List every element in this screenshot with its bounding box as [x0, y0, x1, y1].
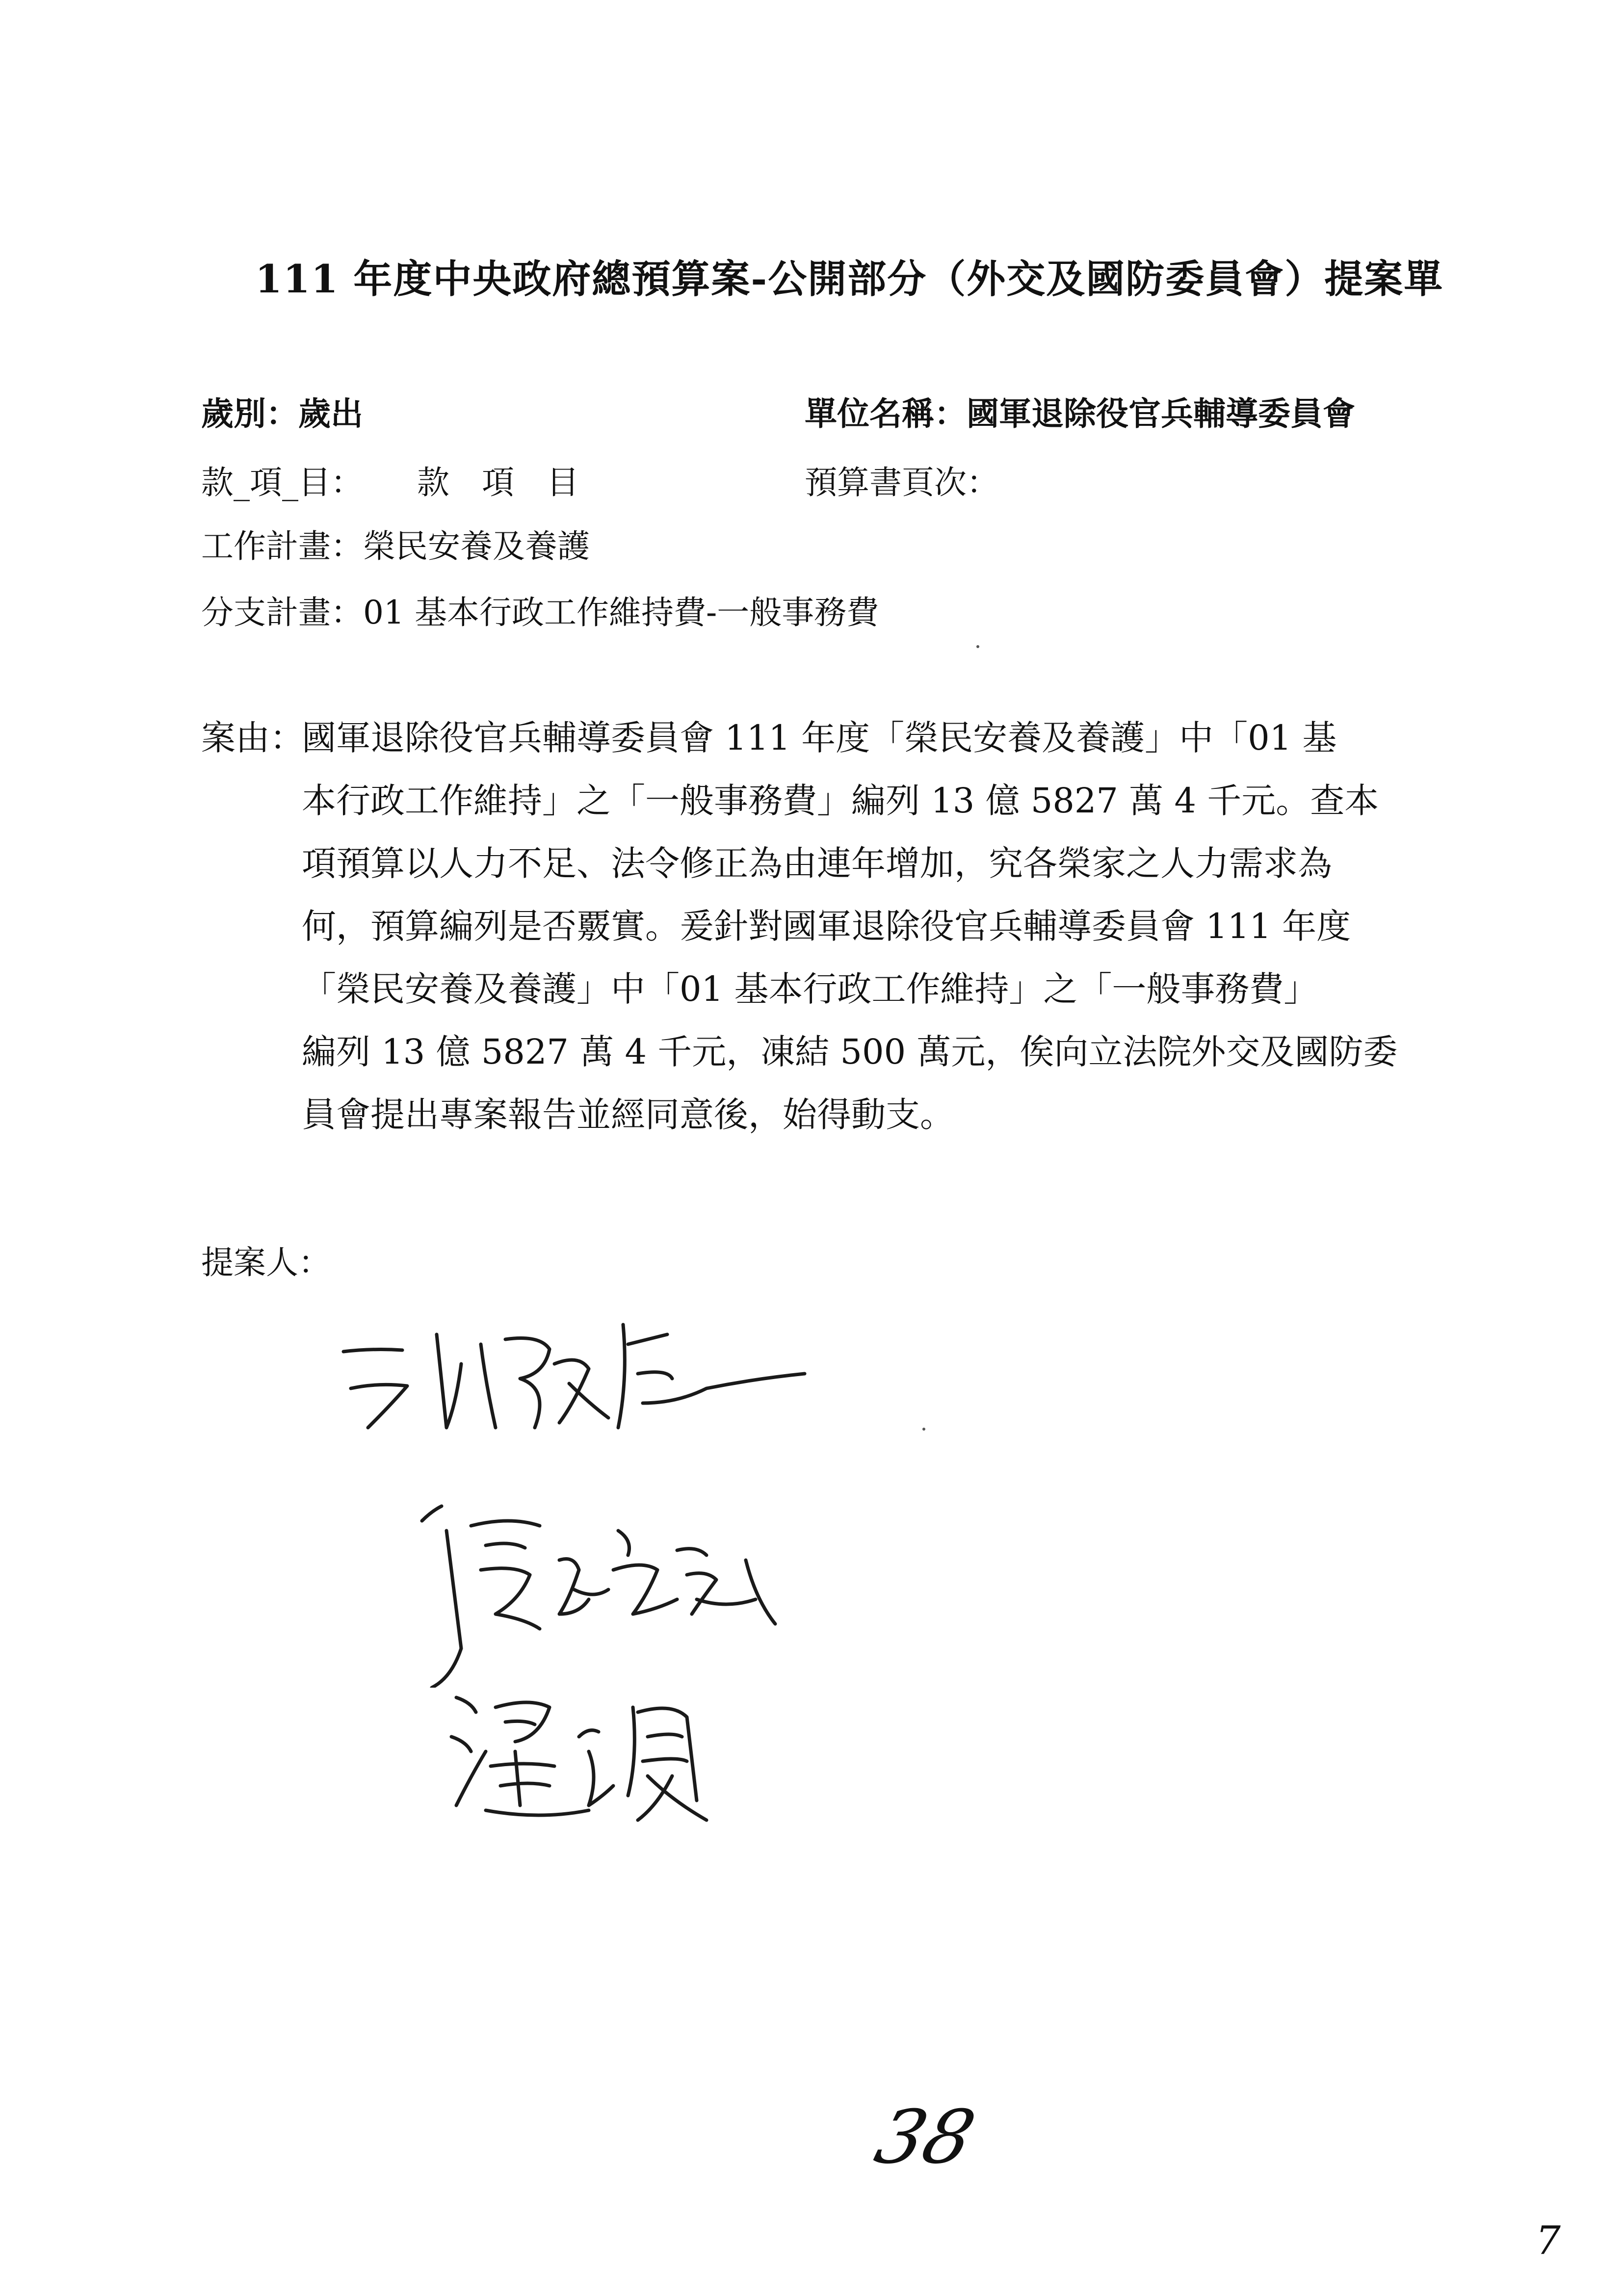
proposer-label: 提案人： — [201, 1244, 331, 1281]
item-code-values: 款 項 目 — [417, 464, 579, 501]
case-line: 「榮民安養及養護」中「01 基本行政工作維持」之「一般事務費」 — [302, 969, 1318, 1009]
budget-page-field: 預算書頁次： — [805, 464, 999, 501]
page-title: 111 年度中央政府總預算案-公開部分（外交及國防委員會）提案單 — [255, 256, 1444, 302]
category-field: 歲別：歲出 — [201, 394, 363, 433]
handwritten-page-number: 38 — [866, 2095, 984, 2180]
signature-3 — [442, 1678, 775, 1835]
unit-name-field: 單位名稱：國軍退除役官兵輔導委員會 — [805, 394, 1355, 433]
work-plan-field: 工作計畫：榮民安養及養護 — [201, 527, 590, 565]
case-line: 員會提出專案報告並經同意後，始得動支。 — [302, 1095, 954, 1135]
item-code-label: 款_項_目： — [201, 464, 363, 501]
case-line: 何，預算編列是否覈實。爰針對國軍退除役官兵輔導委員會 111 年度 — [302, 906, 1351, 946]
sub-plan-field: 分支計畫：01 基本行政工作維持費-一般事務費 — [201, 594, 879, 631]
case-line: 本行政工作維持」之「一般事務費」編列 13 億 5827 萬 4 千元。查本 — [302, 781, 1379, 821]
signature-1 — [334, 1305, 824, 1472]
signature-2 — [402, 1501, 805, 1688]
case-label: 案由： — [201, 718, 304, 758]
scan-speck — [976, 645, 979, 648]
corner-page-number: 7 — [1536, 2218, 1561, 2263]
case-line: 國軍退除役官兵輔導委員會 111 年度「榮民安養及養護」中「01 基 — [302, 718, 1337, 758]
case-line: 編列 13 億 5827 萬 4 千元，凍結 500 萬元，俟向立法院外交及國防委 — [302, 1032, 1398, 1072]
case-line: 項預算以人力不足、法令修正為由連年增加，究各榮家之人力需求為 — [302, 843, 1332, 884]
scan-speck — [922, 1428, 925, 1431]
